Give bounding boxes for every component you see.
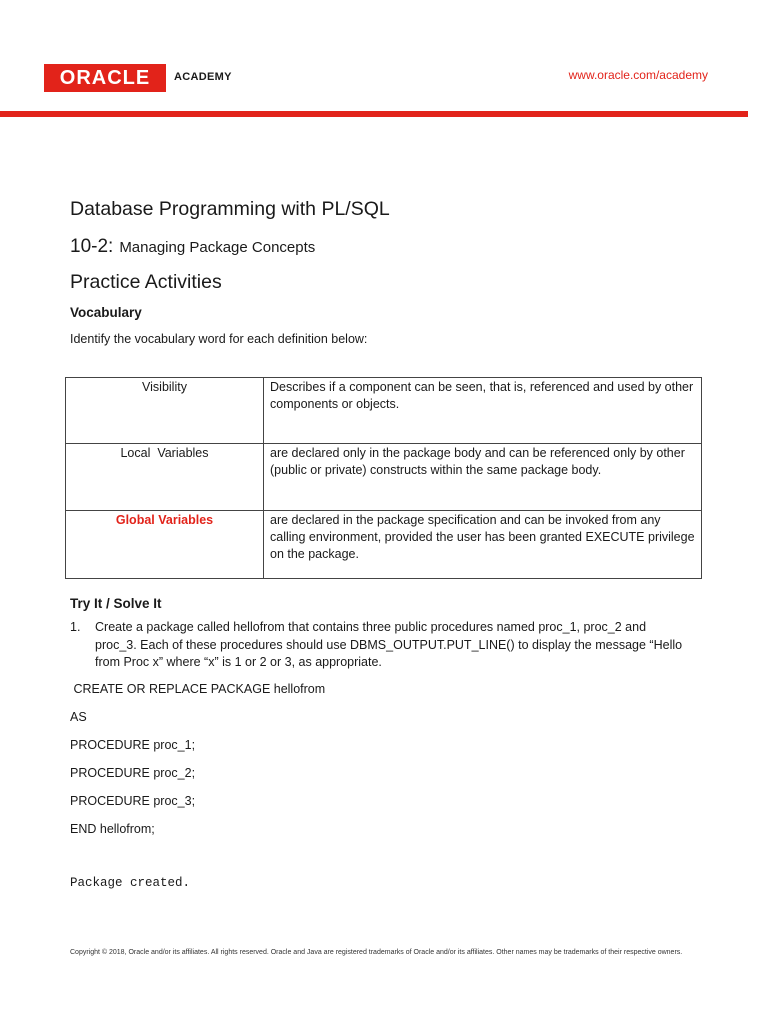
vocab-term: Visibility [66,378,264,444]
lesson-title [70,236,315,258]
code-line: PROCEDURE proc_2; [70,766,196,780]
task-item [70,619,690,672]
vocab-definition: are declared only in the package body and can be referenced only by other (public or private) constructs within the same package body. [264,444,702,511]
page-header [0,0,768,120]
academy-url-link[interactable]: www.oracle.com/academy [568,68,708,82]
output-text: Package created. [70,876,191,890]
code-line: AS [70,710,87,724]
vocabulary-table [65,377,702,579]
code-line: END hellofrom; [70,822,155,836]
task-number: 1. [70,620,81,634]
vocabulary-heading: Vocabulary [70,305,142,320]
code-line: PROCEDURE proc_1; [70,738,196,752]
code-line: CREATE OR REPLACE PACKAGE hellofrom [70,682,326,696]
table-row [66,444,702,511]
academy-label: ACADEMY [174,71,232,83]
section-title: Practice Activities [70,271,222,293]
lesson-name: Managing Package Concepts [119,239,316,256]
table-row [66,511,702,579]
code-line: PROCEDURE proc_3; [70,794,196,808]
task-text: Create a package called hellofrom that contains three public procedures named proc_1, proc_2 and proc_3. Each of these procedures should use DBMS_OUTPUT.PUT_LINE() to display the message “Hello from Proc x” where “x” is 1 or 2 or 3, as appropriate. [95,620,683,669]
lesson-number: 10-2: [70,236,114,257]
course-title: Database Programming with PL/SQL [70,198,390,220]
vocab-term: Local Variables [66,444,264,511]
oracle-logo: ORACLE [44,64,166,92]
header-divider [0,111,748,117]
vocabulary-instruction: Identify the vocabulary word for each definition below: [70,332,368,346]
vocab-definition: Describes if a component can be seen, that is, referenced and used by other components or objects. [264,378,702,444]
try-it-heading: Try It / Solve It [70,596,162,611]
vocab-term-answer: Global Variables [66,511,264,579]
vocab-definition: are declared in the package specification and can be invoked from any calling environment, provided the user has been granted EXECUTE privilege on the package. [264,511,702,579]
copyright-footer: Copyright © 2018, Oracle and/or its affiliates. All rights reserved. Oracle and Java are registered trademarks of Oracle and/or its affiliates. Other names may be trademarks of their respective owners. [70,949,683,956]
table-row [66,378,702,444]
